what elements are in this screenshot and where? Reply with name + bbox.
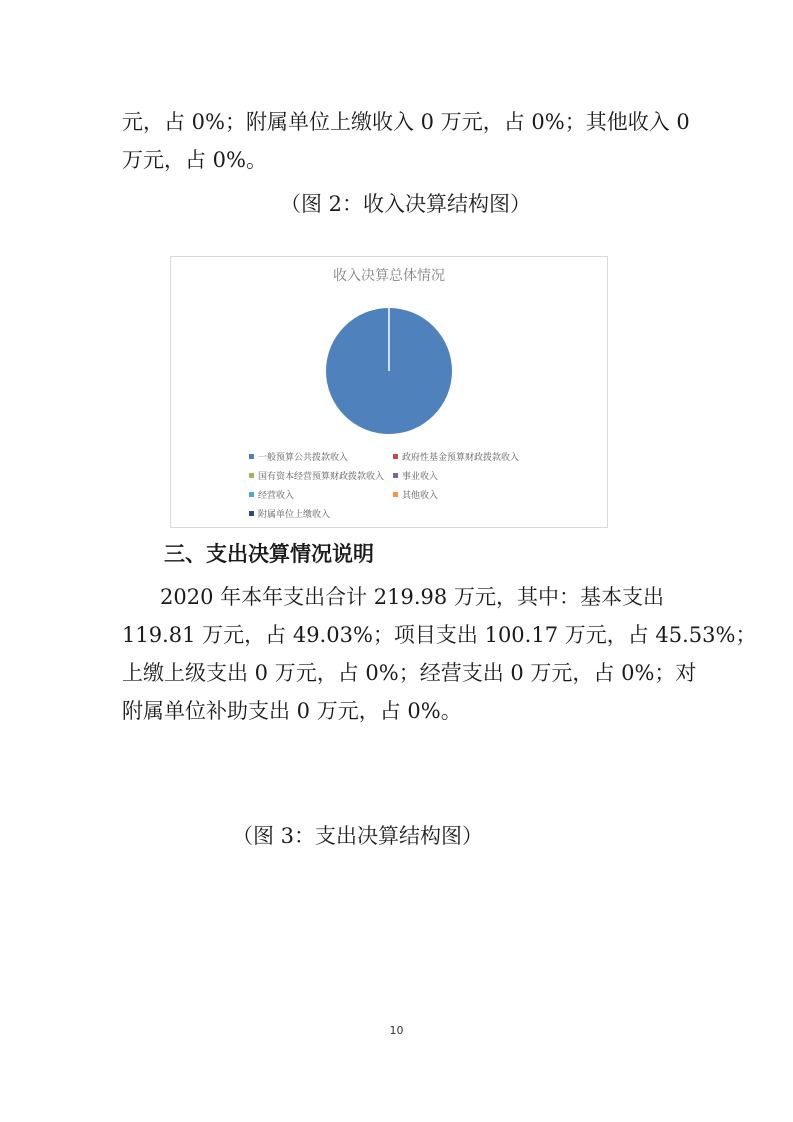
legend-label: 政府性基金预算财政拨款收入 bbox=[402, 453, 520, 463]
legend-label: 事业收入 bbox=[402, 472, 439, 482]
legend-item bbox=[249, 488, 294, 501]
legend-item bbox=[249, 469, 384, 482]
page-number: 10 bbox=[389, 1024, 404, 1037]
pie-svg bbox=[171, 257, 607, 527]
legend-swatch bbox=[393, 473, 398, 478]
legend-label: 一般预算公共拨款收入 bbox=[258, 453, 349, 463]
legend-swatch bbox=[249, 511, 254, 516]
legend-item bbox=[393, 450, 519, 463]
legend-item bbox=[249, 507, 330, 520]
legend-swatch bbox=[393, 492, 398, 497]
section-3-line-3: 上缴上级支出 0 万元，占 0%；经营支出 0 万元，占 0%；对 bbox=[122, 661, 697, 685]
legend-swatch bbox=[249, 454, 254, 459]
legend-label: 其他收入 bbox=[402, 491, 439, 501]
legend-swatch bbox=[249, 492, 254, 497]
figure-2-caption: （图 2：收入决算结构图） bbox=[280, 192, 532, 216]
legend-swatch bbox=[249, 473, 254, 478]
paragraph-line-1: 元，占 0%；附属单位上缴收入 0 万元，占 0%；其他收入 0 bbox=[122, 110, 690, 134]
legend-swatch bbox=[393, 454, 398, 459]
legend-label: 经营收入 bbox=[258, 491, 295, 501]
section-3-line-2: 119.81 万元，占 49.03%；项目支出 100.17 万元，占 45.53%； bbox=[122, 623, 757, 647]
legend-item bbox=[249, 450, 348, 463]
legend-label: 国有资本经营预算财政拨款收入 bbox=[258, 472, 385, 482]
income-pie-chart bbox=[170, 256, 608, 528]
legend-label: 附属单位上缴收入 bbox=[258, 510, 331, 520]
chart-title: 收入决算总体情况 bbox=[333, 268, 445, 284]
section-3-heading: 三、支出决算情况说明 bbox=[164, 542, 374, 566]
legend-item bbox=[393, 469, 438, 482]
section-3-line-4: 附属单位补助支出 0 万元，占 0%。 bbox=[122, 699, 462, 723]
section-3-line-1: 2020 年本年支出合计 219.98 万元，其中：基本支出 bbox=[160, 585, 664, 609]
legend-item bbox=[393, 488, 438, 501]
paragraph-line-2: 万元，占 0%。 bbox=[122, 148, 267, 172]
figure-3-caption: （图 3：支出决算结构图） bbox=[232, 824, 484, 848]
